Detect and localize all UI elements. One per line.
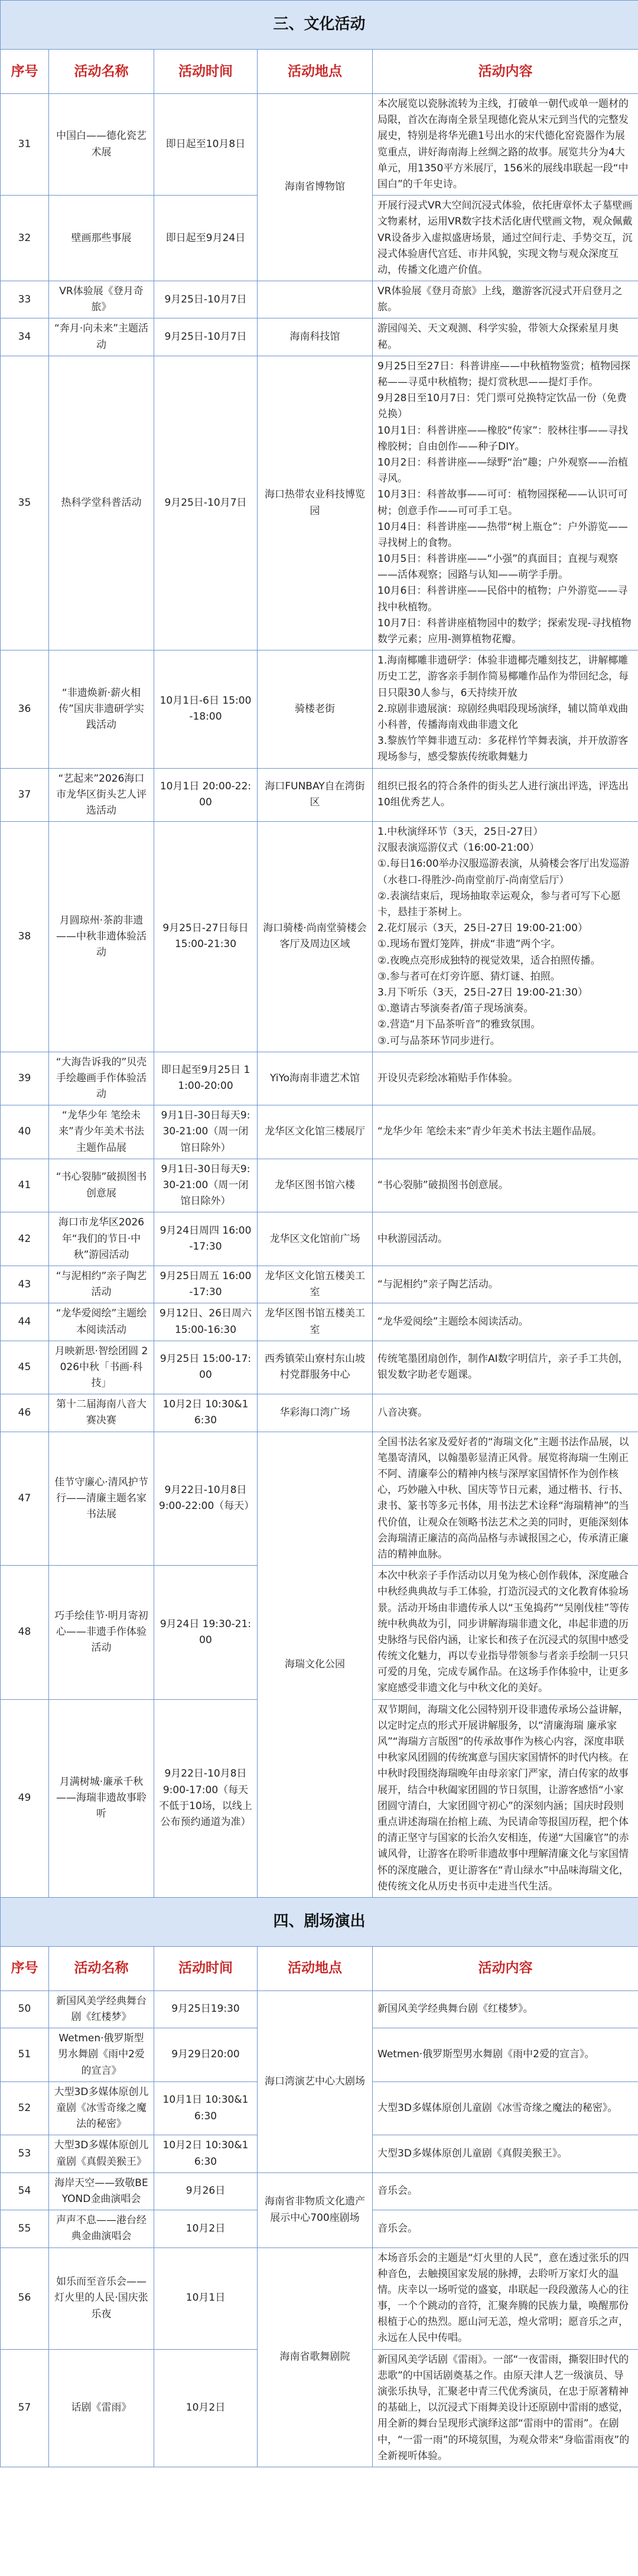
activity-content <box>373 650 638 768</box>
row-number: 39 <box>1 1052 49 1105</box>
content-line: 1.中秋演绎环节（3天，25日-27日） <box>377 826 543 838</box>
activity-name: Wetmen·俄罗斯型男水舞剧《雨中2爱的宣言》 <box>49 2028 154 2082</box>
content-line: 传统笔墨团扇创作，制作AI数字明信片，亲子手工共创，银发数字助老专题课。 <box>377 1353 629 1381</box>
content-line: ②.营造“月下品茶听音”的雅致氛围。 <box>377 1019 541 1031</box>
activity-name: “龙华爱阅绘”主题绘本阅读活动 <box>49 1303 154 1341</box>
content-line: 八音决赛。 <box>377 1406 428 1419</box>
content-line: 10月1日：科普讲座——橡胶“传家”：胶林往事——寻找橡胶树；自由创作——种子DIY。 <box>377 424 629 453</box>
activity-venue: 海口热带农业科技博览园 <box>258 356 373 650</box>
row-number: 38 <box>1 822 49 1052</box>
row-number: 42 <box>1 1212 49 1266</box>
activity-venue: 龙华区图书馆六楼 <box>258 1159 373 1212</box>
row-number: 56 <box>1 2248 49 2349</box>
header-name: 活动名称 <box>49 1946 154 1990</box>
content-line: 10月5日：科普讲座——“小强”的真面目；直视与观察——活体观察；园路与认知——萌学手册。 <box>377 553 619 581</box>
activity-venue: 海南省博物馆 <box>258 94 373 281</box>
header-content: 活动内容 <box>373 50 638 94</box>
activity-content <box>373 2210 638 2248</box>
activity-venue: 龙华区文化馆五楼美工室 <box>258 1266 373 1303</box>
activity-content <box>373 822 638 1052</box>
activity-time: 9月1日-30日每天9:30-21:00（周一闭馆日除外） <box>154 1105 258 1159</box>
row-number: 34 <box>1 318 49 356</box>
content-line: 3.月下听乐（3天，25日-27日 19:00-21:30） <box>377 986 588 998</box>
content-line: 音乐会。 <box>377 2222 418 2235</box>
table-row <box>1 1432 638 1566</box>
activity-time: 9月25日周五 16:00-17:30 <box>154 1266 258 1303</box>
table-row <box>1 650 638 768</box>
activity-time: 10月2日 <box>154 2349 258 2467</box>
row-number: 40 <box>1 1105 49 1159</box>
row-number: 47 <box>1 1432 49 1566</box>
table-row <box>1 1394 638 1432</box>
activity-content <box>373 2135 638 2172</box>
table-row <box>1 1266 638 1303</box>
activity-time: 10月1日-6日 15:00-18:00 <box>154 650 258 768</box>
activity-venue: 海口湾演艺中心大剧场 <box>258 1990 373 2172</box>
activity-venue: YiYo海南非遗艺术馆 <box>258 1052 373 1105</box>
table-row <box>1 356 638 650</box>
row-number: 35 <box>1 356 49 650</box>
activity-name: 大型3D多媒体原创儿童剧《真假美猴王》 <box>49 2135 154 2172</box>
activity-content <box>373 2081 638 2135</box>
content-line: VR体验展《登月奇旅》上线，邀游客沉浸式开启登月之旅。 <box>377 285 623 314</box>
row-number: 50 <box>1 1990 49 2028</box>
content-line: 2.花灯展示（3天，25日-27日 19:00-21:00） <box>377 922 588 935</box>
content-line: 大型3D多媒体原创儿童剧《冰雪奇缘之魔法的秘密》。 <box>377 2102 618 2114</box>
activity-name: 月圆琼州·茶韵非遗——中秋非遗体验活动 <box>49 822 154 1052</box>
activity-name: 月映新思·智绘团圆 2026中秋「书画·科技」 <box>49 1341 154 1394</box>
header-name: 活动名称 <box>49 50 154 94</box>
content-line: 大型3D多媒体原创儿童剧《真假美猴王》。 <box>377 2147 568 2159</box>
header-venue: 活动地点 <box>258 50 373 94</box>
activity-name: “艺起来”2026海口市龙华区街头艺人评选活动 <box>49 768 154 822</box>
content-line: 双节期间，海瑞文化公园特别开设非遗传承场公益讲解，以定时定点的形式开展讲解服务，以“清廉海瑞 廉承家风”“海瑞方言版图”的传承故事作为核心内容，深度串联中秋家风团圆的传统寓意与国庆家国情怀的时代内核。在中秋时段围绕海瑞晚年由母亲家门严家，清白传家的故事展开，结合中秋阖家团圆的节日氛围，让游客感悟“小家团圆守清白，大家团圆守初心”的深刻内涵；国庆时段则重点讲述海瑞在抬棺上疏、为民请命等报国历程，把个体的清正坚守与国家的长治久安相连，传递“大国廉官”的赤诚风骨，让游客在聆听非遗故事中理解清廉文化与家国情怀的深度融合，更让游客在“青山绿水”中品味海瑞文化，使传统文化从历史书页中走进当代生活。 <box>377 1703 629 1892</box>
activity-content <box>373 196 638 281</box>
activity-content <box>373 1566 638 1700</box>
activity-content <box>373 1303 638 1341</box>
activity-content <box>373 281 638 318</box>
content-line: 本次中秋亲子手作活动以月兔为核心创作载体，深度融合中秋经典典故与手工体验，打造沉浸式的文化教育体验场景。活动开场由非遗传承人以“玉兔捣药”“吴刚伐桂”等传统中秋典故为引，同步讲解海瑞非遗文化，串起非遗的历史脉络与民俗内涵，让家长和孩子在沉浸式的氛围中感受传统文化魅力，再以专业指导带领参与者亲手绘制一只只可爱的月兔，完成专属作品。在这场手作体验中，让更多家庭感受非遗文化与中秋文化的美好。 <box>377 1570 630 1694</box>
activity-content <box>373 2172 638 2210</box>
content-line: ①.现场布置灯笼阵，拼成“非遗”两个字。 <box>377 938 561 951</box>
content-line: 音乐会。 <box>377 2185 418 2197</box>
activity-name: 话剧《雷雨》 <box>49 2349 154 2467</box>
activity-content <box>373 1212 638 1266</box>
table-row <box>1 1159 638 1212</box>
content-line: 3.黎族竹竿舞非遗互动：多花样竹竿舞表演，并开放游客现场参与，感受黎族传统歌舞魅力 <box>377 735 629 763</box>
header-content: 活动内容 <box>373 1946 638 1990</box>
activity-name: 壁画那些事展 <box>49 196 154 281</box>
activity-time: 即日起至10月8日 <box>154 94 258 196</box>
activity-time: 9月25日-27日每日 15:00-21:30 <box>154 822 258 1052</box>
activity-venue: 龙华区图书馆五楼美工室 <box>258 1303 373 1341</box>
row-number: 41 <box>1 1159 49 1212</box>
activity-name: 海口市龙华区2026年“我们的节日·中秋”游园活动 <box>49 1212 154 1266</box>
activity-content <box>373 768 638 822</box>
activity-content <box>373 2349 638 2467</box>
activity-name: “与泥相约”亲子陶艺活动 <box>49 1266 154 1303</box>
table-row <box>1 2172 638 2210</box>
activity-name: 佳节守廉心·清风护节行——清廉主题名家书法展 <box>49 1432 154 1566</box>
activity-content <box>373 1432 638 1566</box>
activity-venue <box>258 281 373 318</box>
row-number: 49 <box>1 1699 49 1897</box>
activity-content <box>373 1105 638 1159</box>
row-number: 53 <box>1 2135 49 2172</box>
activity-content <box>373 1394 638 1432</box>
activity-time: 9月25日-10月7日 <box>154 281 258 318</box>
content-line: Wetmen·俄罗斯型男水舞剧《雨中2爱的宣言》。 <box>377 2048 595 2061</box>
row-number: 37 <box>1 768 49 822</box>
content-line: ①.每日16:00举办汉服巡游表演，从骑楼会客厅出发巡游（水巷口-得胜沙-尚南堂前厅-尚南堂后厅） <box>377 858 630 886</box>
section-title-row <box>1 1897 638 1946</box>
activity-time: 10月1日 <box>154 2248 258 2349</box>
content-line: 新国风美学经典舞台剧《红楼梦》。 <box>377 2003 533 2015</box>
content-line: ③.可与品茶环节同步进行。 <box>377 1035 500 1047</box>
content-line: ③.参与者可在灯旁许愿、猜灯谜、拍照。 <box>377 970 561 983</box>
activity-time: 9月12日、26日周六 15:00-16:30 <box>154 1303 258 1341</box>
table-row <box>1 1105 638 1159</box>
column-header-row <box>1 1946 638 1990</box>
activity-name: 海岸天空——致敬BEYOND金曲演唱会 <box>49 2172 154 2210</box>
activity-time: 9月24日周四 16:00-17:30 <box>154 1212 258 1266</box>
header-num: 序号 <box>1 50 49 94</box>
activity-time: 10月2日 <box>154 2210 258 2248</box>
table-row <box>1 1341 638 1394</box>
activity-venue: 海南省歌舞剧院 <box>258 2248 373 2467</box>
content-line: 组织已报名的符合条件的街头艺人进行演出评选，评选出10组优秀艺人。 <box>377 780 629 809</box>
content-line: ①.邀请古琴演奏者/笛子现场演奏。 <box>377 1003 534 1015</box>
activity-time: 9月29日20:00 <box>154 2028 258 2082</box>
activity-venue: 龙华区文化馆前广场 <box>258 1212 373 1266</box>
activity-time: 9月22日-10月8日 9:00-17:00（每天不低于10场，以线上公布预约通道为准） <box>154 1699 258 1897</box>
activity-name: “龙华少年 笔绘未来”青少年美术书法主题作品展 <box>49 1105 154 1159</box>
header-venue: 活动地点 <box>258 1946 373 1990</box>
row-number: 55 <box>1 2210 49 2248</box>
activity-venue: 骑楼老街 <box>258 650 373 768</box>
content-line: 全国书法名家及爱好者的“海瑞文化”主题书法作品展，以笔墨寄清风，以翰墨彰显清正风骨。展览将海瑞一生刚正不阿、清廉奉公的精神内核与深厚家国情怀作为创作核心，巧妙融入中秋、国庆等节日元素，通过楷书、行书、隶书、篆书等多元书体，用书法艺术诠释“海瑞精神”的当代价值，让观众在领略书法艺术之美的同时，更能深刻体会海瑞清正廉洁的高尚品格与赤诚报国之心，传承清正廉洁的精神血脉。 <box>377 1436 629 1560</box>
activity-name: 月满树城·廉承千秋——海瑞非遗故事聆听 <box>49 1699 154 1897</box>
activity-content <box>373 1990 638 2028</box>
table-row <box>1 281 638 318</box>
table-row <box>1 2248 638 2349</box>
table-row <box>1 318 638 356</box>
activity-venue: 海口FUNBAY自在湾街区 <box>258 768 373 822</box>
content-line: 10月7日：科普讲座植物园中的数学；探索发现-寻找植物数学元素；应用-测算植物花瓣。 <box>377 617 632 645</box>
header-time: 活动时间 <box>154 50 258 94</box>
row-number: 54 <box>1 2172 49 2210</box>
row-number: 46 <box>1 1394 49 1432</box>
activity-content <box>373 356 638 650</box>
activity-time: 10月1日 20:00-22:00 <box>154 768 258 822</box>
activity-venue: 海南科技馆 <box>258 318 373 356</box>
activity-time: 9月25日19:30 <box>154 1990 258 2028</box>
activity-content <box>373 1159 638 1212</box>
row-number: 31 <box>1 94 49 196</box>
activity-name: “大海告诉我的”贝壳手绘趣画手作体验活动 <box>49 1052 154 1105</box>
activity-name: 大型3D多媒体原创儿童剧《冰雪奇缘之魔法的秘密》 <box>49 2081 154 2135</box>
activity-time: 10月2日 10:30&16:30 <box>154 1394 258 1432</box>
content-line: 汉服表演巡游仪式（16:00-21:00） <box>377 842 540 854</box>
content-line: 10月6日：科普讲座——民俗中的植物；户外游览——寻找中秋植物。 <box>377 585 628 613</box>
activity-time: 9月24日 19:30-21:00 <box>154 1566 258 1700</box>
activity-venue: 海瑞文化公园 <box>258 1432 373 1897</box>
activity-content <box>373 1266 638 1303</box>
content-line: ②.夜晚点亮形成独特的视觉效果，适合拍照传播。 <box>377 954 601 967</box>
content-line: “与泥相约”亲子陶艺活动。 <box>377 1278 499 1290</box>
content-line: “龙华少年 笔绘未来”青少年美术书法主题作品展。 <box>377 1126 603 1138</box>
activity-content <box>373 318 638 356</box>
activity-time: 即日起至9月25日 11:00-20:00 <box>154 1052 258 1105</box>
content-line: 游园闯关、天文观测、科学实验，带领大众探索星月奥秘。 <box>377 323 619 351</box>
activity-name: 巧手绘佳节·明月寄初心——非遗手作体验活动 <box>49 1566 154 1700</box>
content-line: 本场音乐会的主题是“灯火里的人民”，意在透过张乐的四种音色，去触摸国家发展的脉搏，去聆听万家灯火的温情。庆幸以一场听觉的盛宴，串联起一段段激荡人心的往事，一个个跳动的音符，汇聚奔腾的民族力量，唤醒那份根植于心的热烈。愿山河无恙，煌火常明；愿音乐之声，永远在人民中传唱。 <box>377 2252 629 2344</box>
content-line: 开设贝壳彩绘冰箱贴手作体验。 <box>377 1072 518 1084</box>
activity-content <box>373 94 638 196</box>
activity-content <box>373 1052 638 1105</box>
content-line: 10月4日：科普讲座——热带“树上瓶仓”：户外游览——寻找树上的食物。 <box>377 521 629 549</box>
row-number: 32 <box>1 196 49 281</box>
table-row <box>1 1212 638 1266</box>
activity-time: 9月26日 <box>154 2172 258 2210</box>
row-number: 43 <box>1 1266 49 1303</box>
table-row <box>1 94 638 196</box>
row-number: 57 <box>1 2349 49 2467</box>
table-row <box>1 1052 638 1105</box>
activity-name: 中国白——德化瓷艺术展 <box>49 94 154 196</box>
content-line: 新国风美学话剧《雷雨》。一部“一夜雷雨，撕裂旧时代的悲歌”的中国话剧奠基之作。由原天津人艺一级演员、导演张乐执导，汇聚老中青三代优秀演员，在忠于原著精神的基础上，以沉浸式下雨舞美设计还原剧中雷雨的感觉，用全新的舞台呈现形式演绎这部“雷雨中的雷雨”。在剧中，“一雷一雨”的环境氛围，为观众带来“身临雷雨夜”的全新视听体验。 <box>377 2353 630 2462</box>
activity-name: 声声不息——港台经典金曲演唱会 <box>49 2210 154 2248</box>
content-line: 中秋游园活动。 <box>377 1232 448 1245</box>
row-number: 36 <box>1 650 49 768</box>
content-line: 10月2日：科普讲座——绿野“治”趣；户外观察——治植寻风。 <box>377 456 629 485</box>
table-row <box>1 768 638 822</box>
content-line: “书心裂肺”破损图书创意展。 <box>377 1179 509 1191</box>
section-title: 三、文化活动 <box>1 1 638 50</box>
section-title-row <box>1 1 638 50</box>
table-row <box>1 1303 638 1341</box>
content-line: ②.表演结束后，现场抽取幸运观众，参与者可写下心愿卡，悬挂于茶树上。 <box>377 890 621 918</box>
activity-time: 即日起至9月24日 <box>154 196 258 281</box>
section-title: 四、剧场演出 <box>1 1897 638 1946</box>
activity-content <box>373 1699 638 1897</box>
content-line: 9月28日至10月7日：凭门票可兑换特定饮品一份（免费兑换） <box>377 392 627 421</box>
header-num: 序号 <box>1 1946 49 1990</box>
row-number: 45 <box>1 1341 49 1394</box>
activity-venue: 海南省非物质文化遗产展示中心700座剧场 <box>258 2172 373 2248</box>
activity-time: 9月25日-10月7日 <box>154 356 258 650</box>
table-row <box>1 1990 638 2028</box>
activity-time: 9月22日-10月8日 9:00-22:00（每天） <box>154 1432 258 1566</box>
column-header-row <box>1 50 638 94</box>
activity-content <box>373 2028 638 2082</box>
activity-name: “非遗焕新·薪火相传”国庆非遗研学实践活动 <box>49 650 154 768</box>
content-line: “龙华爱阅绘”主题绘本阅读活动。 <box>377 1315 529 1328</box>
activity-venue: 龙华区文化馆三楼展厅 <box>258 1105 373 1159</box>
activity-time: 10月2日 10:30&16:30 <box>154 2135 258 2172</box>
table-row <box>1 822 638 1052</box>
activity-name: 新国风美学经典舞台剧《红楼梦》 <box>49 1990 154 2028</box>
activity-name: 如乐而至音乐会——灯火里的人民·国庆张乐夜 <box>49 2248 154 2349</box>
activity-venue: 海口骑楼·尚南堂骑楼会客厅及周边区域 <box>258 822 373 1052</box>
row-number: 44 <box>1 1303 49 1341</box>
row-number: 48 <box>1 1566 49 1700</box>
activity-name: VR体验展《登月奇旅》 <box>49 281 154 318</box>
content-line: 10月3日：科普故事——可可：植物园探秘——认识可可树；创意手作——可可手工皂。 <box>377 489 628 517</box>
activity-venue: 西秀镇荣山寮村东山坡村党群服务中心 <box>258 1341 373 1394</box>
activity-content <box>373 1341 638 1394</box>
activity-name: 热科学堂科普活动 <box>49 356 154 650</box>
activity-time: 9月1日-30日每天9:30-21:00（周一闭馆日除外） <box>154 1159 258 1212</box>
activity-name: 第十二届海南八音大赛决赛 <box>49 1394 154 1432</box>
activity-time: 9月25日-10月7日 <box>154 318 258 356</box>
row-number: 51 <box>1 2028 49 2082</box>
activity-name: “奔月·向未来”主题活动 <box>49 318 154 356</box>
activity-time: 10月1日 10:30&16:30 <box>154 2081 258 2135</box>
content-line: 开展行浸式VR大空间沉浸式体验，依托唐章怀太子墓壁画文物素材，运用VR数字技术活化唐代壁画文物，观众佩戴VR设备步入虚拟盛唐场景，通过空间行走、手势交互，沉浸式体验唐代宫廷、市井风貌，实现文物与观众深度互动，传播文化遗产价值。 <box>377 200 633 276</box>
content-line: 2.琼剧非遗展演：琼剧经典唱段现场演绎，辅以简单戏曲小科普，传播海南戏曲非遗文化 <box>377 702 629 731</box>
activity-time: 9月25日 15:00-17:00 <box>154 1341 258 1394</box>
activity-name: “书心裂肺”破损图书创意展 <box>49 1159 154 1212</box>
activity-venue: 华彩海口湾广场 <box>258 1394 373 1432</box>
content-line: 1.海南椰雕非遗研学：体验非遗椰壳雕刻技艺，讲解椰雕历史工艺，游客亲手制作简易椰雕作品作为带回纪念，每日只限30人参与，6天持续开放 <box>377 655 629 699</box>
row-number: 33 <box>1 281 49 318</box>
header-time: 活动时间 <box>154 1946 258 1990</box>
row-number: 52 <box>1 2081 49 2135</box>
content-line: 9月25日至27日：科普讲座——中秋植物鉴赏；植物园探秘——寻觅中秋植物；提灯赏秋思——提灯手作。 <box>377 360 631 388</box>
activity-content <box>373 2248 638 2349</box>
content-line: 本次展览以瓷脉流转为主线，打破单一朝代或单一题材的局限，首次在海南全景呈现德化瓷从宋元到当代的完整发展史，特别是将华光礁1号出水的宋代德化窑瓷器作为展览重点，讲好海南海上丝绸之路的故事。展览共分为4大单元，用1350平方米展厅，156米的展线串联起一段“中国白”的千年史诗。 <box>377 98 629 190</box>
